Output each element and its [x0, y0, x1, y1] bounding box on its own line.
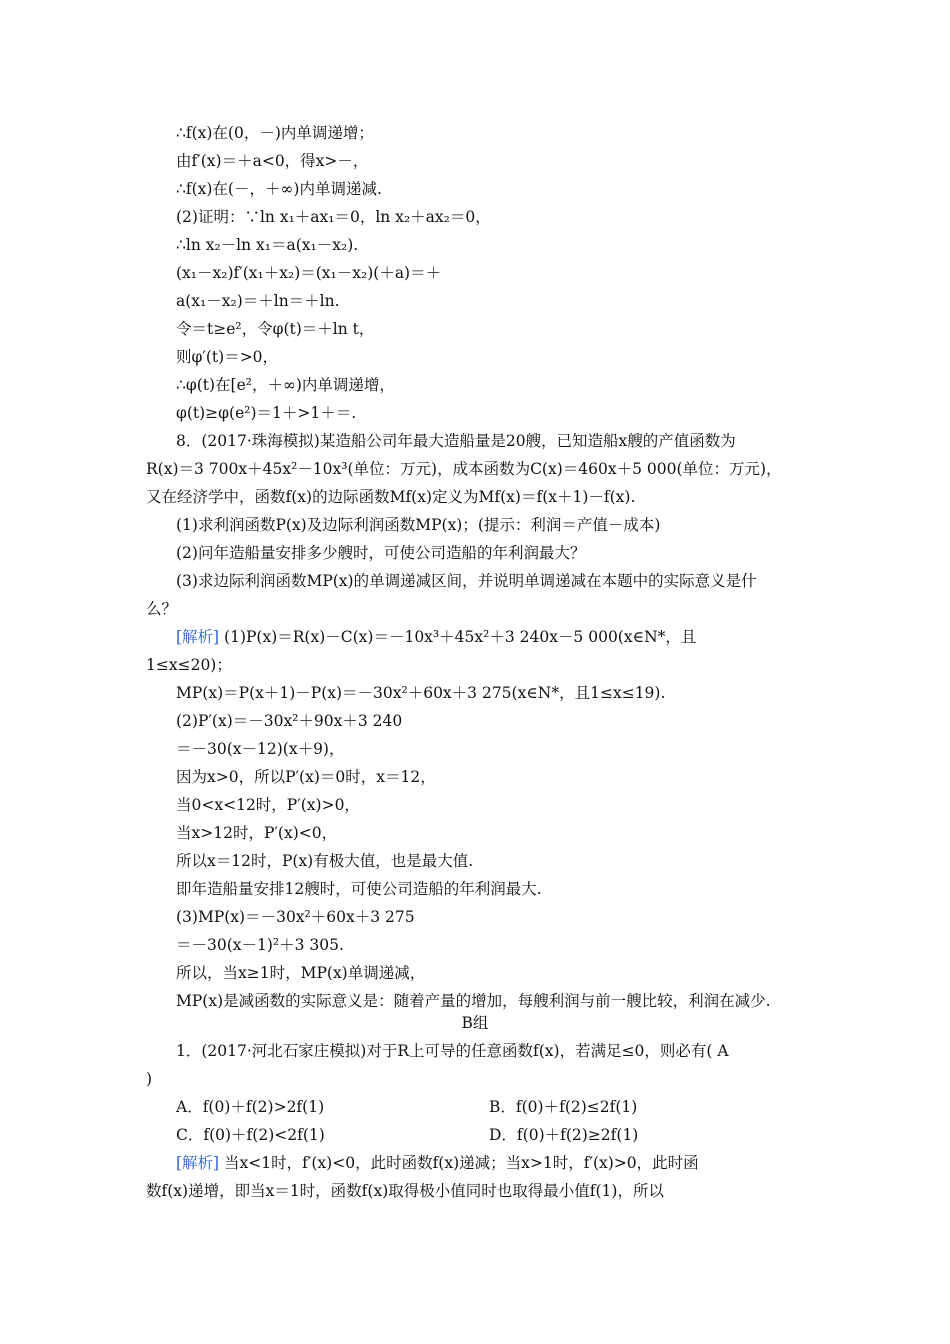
text-line: 1≤x≤20)； — [146, 656, 232, 674]
text-line: (2)问年造船量安排多少艘时，可使公司造船的年利润最大？ — [176, 544, 586, 562]
solution-line — [176, 1153, 699, 1173]
text-line: 当0<x<12时，P′(x)>0， — [176, 796, 360, 814]
option-a: A．f(0)＋f(2)>2f(1) — [176, 1098, 325, 1116]
problem-1-line: 1．(2017·河北石家庄模拟)对于R上可导的任意函数f(x)，若满足≤0，则必有( A — [176, 1042, 729, 1060]
text-line: 所以，当x≥1时，MP(x)单调递减， — [176, 964, 426, 982]
text-line: 由f′(x)＝＋a<0，得x>－， — [176, 152, 369, 170]
text-line: (x₁－x₂)f′(x₁＋x₂)＝(x₁－x₂)(＋a)＝＋ — [176, 264, 442, 282]
text-line: a(x₁－x₂)＝＋ln＝＋ln. — [176, 292, 340, 310]
text-line: 么？ — [146, 600, 178, 618]
text-line: MP(x)＝P(x＋1)－P(x)＝－30x²＋60x＋3 275(x∈N*，且1≤x≤19). — [176, 684, 666, 702]
text-line: ∴f(x)在(－，＋∞)内单调递减. — [176, 180, 382, 198]
text-line: R(x)＝3 700x＋45x²－10x³(单位：万元)，成本函数为C(x)＝460x＋5 000(单位：万元)， — [146, 460, 782, 478]
option-c: C．f(0)＋f(2)<2f(1) — [176, 1126, 325, 1144]
text-line: 又在经济学中，函数f(x)的边际函数Mf(x)定义为Mf(x)＝f(x＋1)－f(x). — [146, 488, 636, 506]
option-b: B．f(0)＋f(2)≤2f(1) — [489, 1098, 638, 1116]
text-line: 因为x>0，所以P′(x)＝0时，x＝12， — [176, 768, 436, 786]
text-line: (1)求利润函数P(x)及边际利润函数MP(x)；(提示：利润＝产值－成本) — [176, 516, 661, 534]
solution-tag: [解析] — [176, 628, 220, 646]
text-line: 即年造船量安排12艘时，可使公司造船的年利润最大. — [176, 880, 542, 898]
section-heading: B组 — [461, 1014, 489, 1032]
text-line: 所以x＝12时，P(x)有极大值，也是最大值. — [176, 852, 474, 870]
text-line: 数f(x)递增，即当x＝1时，函数f(x)取得极小值同时也取得最小值f(1)，所以 — [146, 1182, 664, 1200]
text-line: ＝－30(x－12)(x＋9)， — [176, 740, 345, 758]
solution-tag: [解析] — [176, 1154, 220, 1172]
problem-8-line: 8．(2017·珠海模拟)某造船公司年最大造船量是20艘，已知造船x艘的产值函数为 — [176, 432, 736, 450]
text-line: (2)P′(x)＝－30x²＋90x＋3 240 — [176, 712, 403, 730]
text-line: 当x>12时，P′(x)<0， — [176, 824, 338, 842]
text-line: φ(t)≥φ(e²)＝1＋>1＋＝. — [176, 404, 357, 422]
text-line: MP(x)是减函数的实际意义是：随着产量的增加，每艘利润与前一艘比较，利润在减少. — [176, 992, 771, 1010]
text-line: 令＝t≥e²，令φ(t)＝＋ln t， — [176, 320, 375, 338]
text-line: ∴ln x₂－ln x₁＝a(x₁－x₂). — [176, 236, 359, 254]
solution-text: 当x<1时，f′(x)<0，此时函数f(x)递减；当x>1时，f′(x)>0，此时函 — [219, 1154, 699, 1172]
text-line: (3)MP(x)＝－30x²＋60x＋3 275 — [176, 908, 415, 926]
solution-line — [176, 627, 696, 647]
text-line: (3)求边际利润函数MP(x)的单调递减区间，并说明单调递减在本题中的实际意义是什 — [176, 572, 757, 590]
text-line: ) — [146, 1070, 153, 1088]
option-d: D．f(0)＋f(2)≥2f(1) — [489, 1126, 639, 1144]
text-line: 则φ′(t)＝>0， — [176, 348, 279, 366]
text-line: ∴φ(t)在[e²，＋∞)内单调递增， — [176, 376, 395, 394]
text-line: ＝－30(x－1)²＋3 305. — [176, 936, 344, 954]
text-line: (2)证明：∵ln x₁＋ax₁＝0，ln x₂＋ax₂＝0， — [176, 208, 491, 226]
text-line: ∴f(x)在(0，－)内单调递增； — [176, 124, 374, 142]
solution-text: (1)P(x)＝R(x)－C(x)＝－10x³＋45x²＋3 240x－5 000(x∈N*，且 — [219, 628, 697, 646]
